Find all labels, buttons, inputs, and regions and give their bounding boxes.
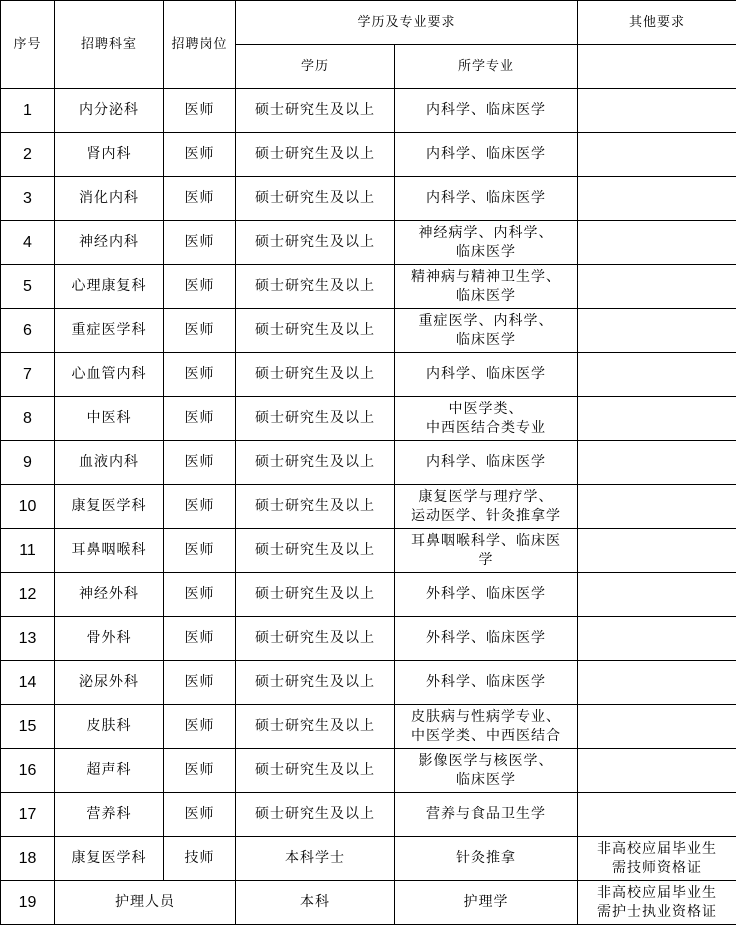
cell-department: 皮肤科: [55, 705, 164, 749]
major-line: 中医学类、中西医结合: [411, 727, 561, 744]
cell-other: [578, 221, 736, 265]
cell-position: 医师: [164, 177, 236, 221]
header-other: 其他要求: [578, 1, 736, 45]
major-line: 针灸推拿: [456, 850, 516, 866]
cell-index: 19: [1, 881, 55, 925]
major-line: 运动医学、针灸推拿学: [411, 507, 561, 524]
cell-department: 心理康复科: [55, 265, 164, 309]
major-line: 外科学、临床医学: [426, 630, 546, 646]
cell-major: [395, 397, 578, 441]
header-major: 所学专业: [395, 45, 578, 89]
major-line: 临床医学: [456, 331, 516, 348]
cell-major: [395, 573, 578, 617]
cell-department: 肾内科: [55, 133, 164, 177]
major-line: 神经病学、内科学、: [418, 224, 554, 241]
cell-education: 硕士研究生及以上: [236, 353, 395, 397]
cell-position: 医师: [164, 265, 236, 309]
cell-major: [395, 353, 578, 397]
cell-position: 医师: [164, 397, 236, 441]
table-row: [1, 309, 736, 353]
cell-education: 本科: [236, 881, 395, 925]
cell-position: 医师: [164, 529, 236, 573]
cell-position: 医师: [164, 573, 236, 617]
table-row: [1, 397, 736, 441]
cell-department: 重症医学科: [55, 309, 164, 353]
table-row: [1, 133, 736, 177]
major-line: 外科学、临床医学: [426, 586, 546, 602]
major-line: 精神病与精神卫生学、: [411, 268, 561, 285]
table-body: [1, 89, 736, 925]
major-line: 耳鼻咽喉科学、临床医: [411, 532, 561, 549]
other-line: 非高校应届毕业生: [597, 884, 718, 901]
table-row: [1, 749, 736, 793]
cell-education: 硕士研究生及以上: [236, 265, 395, 309]
major-line: 内科学、临床医学: [426, 454, 546, 470]
table-row: [1, 485, 736, 529]
cell-other: [578, 89, 736, 133]
cell-other: [578, 573, 736, 617]
cell-position: 医师: [164, 485, 236, 529]
cell-index: 12: [1, 573, 55, 617]
major-line: 中医学类、: [448, 400, 524, 417]
cell-major: [395, 617, 578, 661]
cell-position: 医师: [164, 221, 236, 265]
cell-other: [578, 793, 736, 837]
major-line: 内科学、临床医学: [426, 102, 546, 118]
cell-major: [395, 661, 578, 705]
cell-other: [578, 529, 736, 573]
cell-major: [395, 749, 578, 793]
cell-other: [578, 749, 736, 793]
other-line: 需技师资格证: [612, 859, 703, 876]
header-index: 序号: [1, 1, 55, 89]
cell-other: [578, 837, 736, 881]
major-line: 外科学、临床医学: [426, 674, 546, 690]
header-position: 招聘岗位: [164, 1, 236, 89]
cell-education: 硕士研究生及以上: [236, 133, 395, 177]
major-line: 康复医学与理疗学、: [418, 488, 554, 505]
cell-index: 4: [1, 221, 55, 265]
table-row: [1, 265, 736, 309]
cell-other: [578, 617, 736, 661]
cell-position: 医师: [164, 441, 236, 485]
table-row: [1, 529, 736, 573]
cell-other: [578, 309, 736, 353]
cell-other: [578, 133, 736, 177]
other-line: 需护士执业资格证: [597, 903, 718, 920]
cell-index: 3: [1, 177, 55, 221]
header-row-1: [1, 1, 736, 45]
cell-department: 神经外科: [55, 573, 164, 617]
cell-index: 18: [1, 837, 55, 881]
major-line: 重症医学、内科学、: [418, 312, 554, 329]
cell-education: 硕士研究生及以上: [236, 529, 395, 573]
cell-education: 硕士研究生及以上: [236, 573, 395, 617]
cell-major: [395, 89, 578, 133]
cell-position: 医师: [164, 749, 236, 793]
major-line: 营养与食品卫生学: [426, 806, 546, 822]
cell-index: 6: [1, 309, 55, 353]
cell-department: 超声科: [55, 749, 164, 793]
major-line: 皮肤病与性病学专业、: [411, 708, 561, 725]
cell-other: [578, 485, 736, 529]
cell-education: 硕士研究生及以上: [236, 397, 395, 441]
cell-index: 7: [1, 353, 55, 397]
cell-department: 内分泌科: [55, 89, 164, 133]
cell-department: 骨外科: [55, 617, 164, 661]
major-line: 内科学、临床医学: [426, 146, 546, 162]
cell-department: 耳鼻咽喉科: [55, 529, 164, 573]
cell-position: 医师: [164, 705, 236, 749]
cell-index: 15: [1, 705, 55, 749]
cell-education: 硕士研究生及以上: [236, 177, 395, 221]
cell-position: 医师: [164, 133, 236, 177]
cell-major: [395, 837, 578, 881]
header-other-empty: [578, 45, 736, 89]
cell-department: 泌尿外科: [55, 661, 164, 705]
table-row: [1, 573, 736, 617]
major-line: 中西医结合类专业: [426, 419, 546, 436]
table-row: [1, 705, 736, 749]
cell-major: [395, 441, 578, 485]
other-line: 非高校应届毕业生: [597, 840, 718, 857]
cell-department: 血液内科: [55, 441, 164, 485]
cell-index: 9: [1, 441, 55, 485]
table-row: [1, 353, 736, 397]
cell-index: 13: [1, 617, 55, 661]
major-line: 内科学、临床医学: [426, 366, 546, 382]
cell-index: 10: [1, 485, 55, 529]
major-line: 学: [478, 551, 494, 568]
cell-other: [578, 441, 736, 485]
table-row: [1, 617, 736, 661]
cell-other: [578, 353, 736, 397]
cell-index: 5: [1, 265, 55, 309]
cell-major: [395, 221, 578, 265]
cell-position: 医师: [164, 793, 236, 837]
cell-major: 护理学: [395, 881, 578, 925]
cell-major: [395, 793, 578, 837]
cell-department: 消化内科: [55, 177, 164, 221]
cell-department: 康复医学科: [55, 837, 164, 881]
cell-major: [395, 485, 578, 529]
header-education: 学历: [236, 45, 395, 89]
major-line: 影像医学与核医学、: [418, 752, 554, 769]
cell-education: 硕士研究生及以上: [236, 705, 395, 749]
table-row: [1, 89, 736, 133]
cell-department: 心血管内科: [55, 353, 164, 397]
header-department: 招聘科室: [55, 1, 164, 89]
cell-major: [395, 705, 578, 749]
major-line: 临床医学: [456, 243, 516, 260]
cell-position: 医师: [164, 89, 236, 133]
cell-index: 17: [1, 793, 55, 837]
cell-department: 康复医学科: [55, 485, 164, 529]
cell-education: 硕士研究生及以上: [236, 441, 395, 485]
cell-education: 硕士研究生及以上: [236, 617, 395, 661]
table-row: [1, 837, 736, 881]
cell-other: [578, 661, 736, 705]
cell-index: 8: [1, 397, 55, 441]
cell-education: 硕士研究生及以上: [236, 221, 395, 265]
cell-other: [578, 177, 736, 221]
table-row: [1, 221, 736, 265]
cell-department: 神经内科: [55, 221, 164, 265]
cell-position: 医师: [164, 309, 236, 353]
cell-education: 硕士研究生及以上: [236, 749, 395, 793]
cell-other: [578, 397, 736, 441]
cell-position: 医师: [164, 661, 236, 705]
cell-major: [395, 309, 578, 353]
cell-position: 技师: [164, 837, 236, 881]
cell-other: [578, 705, 736, 749]
cell-major: [395, 133, 578, 177]
cell-index: 11: [1, 529, 55, 573]
cell-education: 硕士研究生及以上: [236, 309, 395, 353]
cell-major: [395, 265, 578, 309]
cell-department: 营养科: [55, 793, 164, 837]
table-row: [1, 793, 736, 837]
header-education-group: 学历及专业要求: [236, 1, 578, 45]
cell-position: 医师: [164, 617, 236, 661]
cell-index: 14: [1, 661, 55, 705]
cell-education: 硕士研究生及以上: [236, 485, 395, 529]
table-row: [1, 661, 736, 705]
cell-index: 16: [1, 749, 55, 793]
table-row-last: [1, 881, 736, 925]
cell-department-position: 护理人员: [55, 881, 236, 925]
cell-department: 中医科: [55, 397, 164, 441]
cell-education: 本科学士: [236, 837, 395, 881]
cell-other: [578, 265, 736, 309]
cell-other: [578, 881, 736, 925]
cell-major: [395, 177, 578, 221]
cell-education: 硕士研究生及以上: [236, 89, 395, 133]
cell-education: 硕士研究生及以上: [236, 661, 395, 705]
cell-major: [395, 529, 578, 573]
major-line: 内科学、临床医学: [426, 190, 546, 206]
major-line: 临床医学: [456, 771, 516, 788]
table-row: [1, 441, 736, 485]
cell-education: 硕士研究生及以上: [236, 793, 395, 837]
major-line: 临床医学: [456, 287, 516, 304]
cell-index: 1: [1, 89, 55, 133]
table-row: [1, 177, 736, 221]
cell-index: 2: [1, 133, 55, 177]
cell-position: 医师: [164, 353, 236, 397]
